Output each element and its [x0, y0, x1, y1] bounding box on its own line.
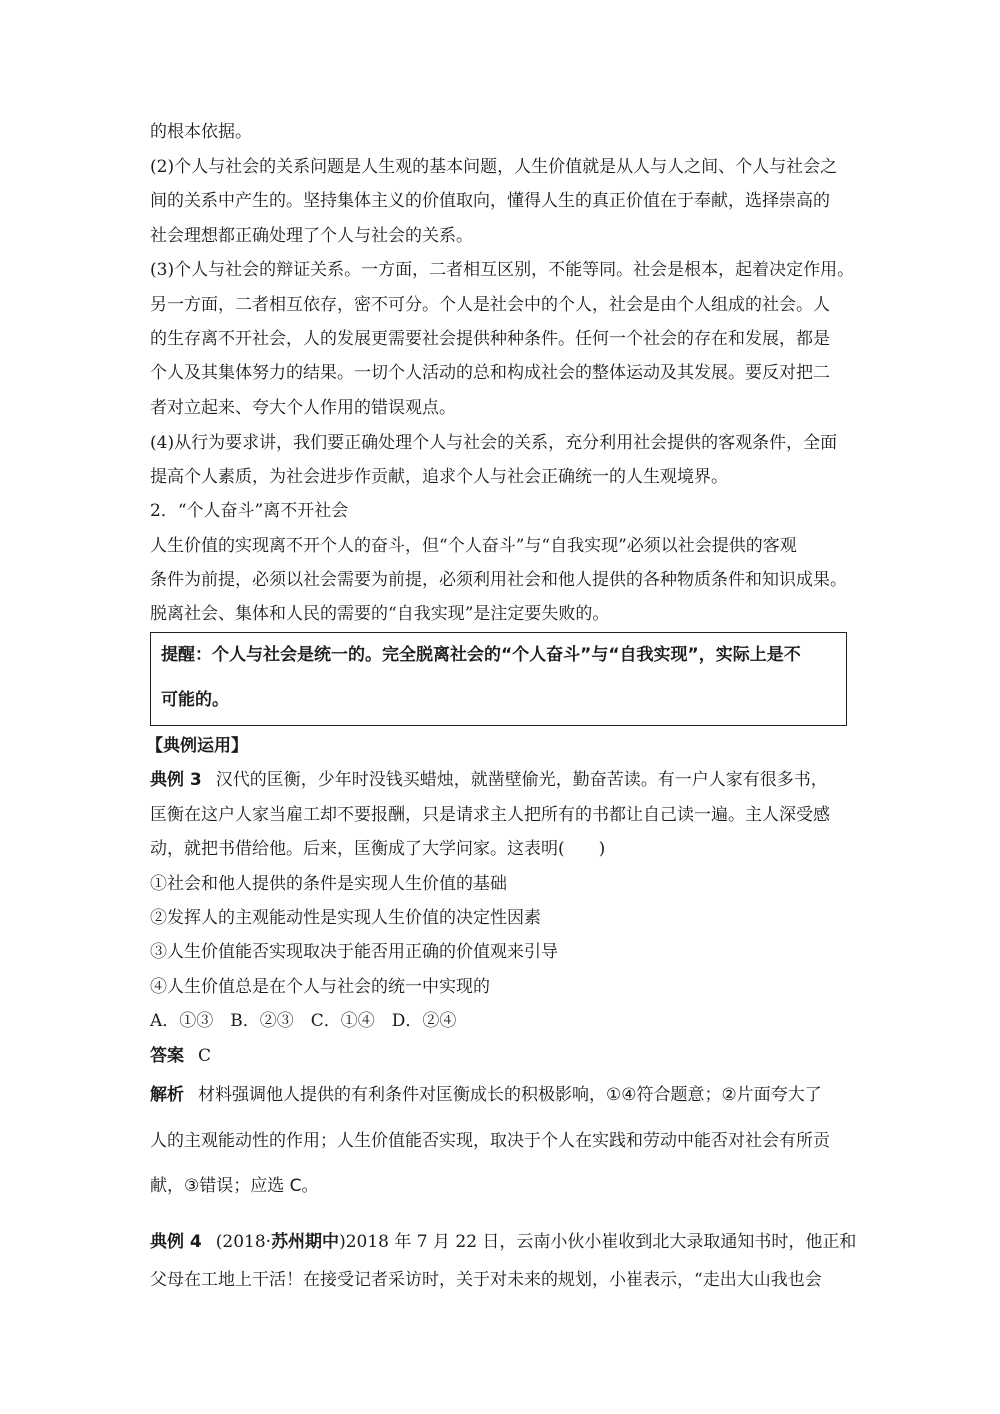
example3-stem-line2: 匡衡在这户人家当雇工却不要报酬，只是请求主人把所有的书都让自己读一遍。主人深受感 [150, 805, 830, 825]
example-heading: 【典例运用】 [146, 736, 248, 756]
example4-label: 典例 4 [150, 1232, 202, 1252]
example3-label: 典例 3 [150, 770, 202, 790]
tip-box [150, 632, 847, 726]
example3-option-3: ③人生价值能否实现取决于能否用正确的价值观来引导 [150, 942, 558, 962]
section2-body-line2: 条件为前提，必须以社会需要为前提，必须利用社会和他人提供的各种物质条件和知识成果。 [150, 570, 847, 590]
example3-analysis-line2: 人的主观能动性的作用；人生价值能否实现，取决于个人在实践和劳动中能否对社会有所贡 [150, 1131, 830, 1151]
example3-stem-line3: 动，就把书借给他。后来，匡衡成了大学问家。这表明( ) [150, 839, 606, 859]
section2-body-line3: 脱离社会、集体和人民的需要的“自我实现”是注定要失败的。 [150, 604, 610, 624]
section1-tail: 的根本依据。 [150, 122, 252, 142]
tip-line2: 可能的。 [161, 690, 229, 710]
answer-label: 答案 [150, 1046, 184, 1066]
example3-analysis-line3: 献，③错误；应选 C。 [150, 1176, 319, 1196]
point2-line3: 社会理想都正确处理了个人与社会的关系。 [150, 226, 473, 246]
point4-line2: 提高个人素质，为社会进步作贡献，追求个人与社会正确统一的人生观境界。 [150, 467, 728, 487]
section2-body-line1: 人生价值的实现离不开个人的奋斗，但“个人奋斗”与“自我实现”必须以社会提供的客观 [150, 536, 797, 556]
example4-source-name: 苏州期中 [271, 1232, 340, 1252]
point2-line1: (2)个人与社会的关系问题是人生观的基本问题，人生价值就是从人与人之间、个人与社会之 [150, 157, 838, 177]
example3-choices: A．①③ B．②③ C．①④ D．②④ [150, 1011, 457, 1031]
point2-line2: 间的关系中产生的。坚持集体主义的价值取向，懂得人生的真正价值在于奉献，选择崇高的 [150, 191, 830, 211]
point4-line1: (4)从行为要求讲，我们要正确处理个人与社会的关系，充分利用社会提供的客观条件，全面 [150, 433, 838, 453]
tip-line1: 提醒：个人与社会是统一的。完全脱离社会的“个人奋斗”与“自我实现”，实际上是不 [161, 645, 801, 665]
example3-stem-line1 [150, 768, 828, 792]
analysis-text1: 材料强调他人提供的有利条件对匡衡成长的积极影响，①④符合题意；②片面夸大了 [198, 1085, 822, 1105]
point3-line1: (3)个人与社会的辩证关系。一方面，二者相互区别，不能等同。社会是根本，起着决定作用。 [150, 260, 855, 280]
example4-line1 [150, 1230, 856, 1254]
section2-heading: 2．“个人奋斗”离不开社会 [150, 501, 349, 521]
analysis-label: 解析 [150, 1085, 184, 1105]
example3-option-2: ②发挥人的主观能动性是实现人生价值的决定性因素 [150, 908, 541, 928]
example3-stem-text1: 汉代的匡衡，少年时没钱买蜡烛，就凿壁偷光，勤奋苦读。有一户人家有很多书， [215, 770, 828, 790]
example3-option-1: ①社会和他人提供的条件是实现人生价值的基础 [150, 874, 507, 894]
point3-line5: 者对立起来、夸大个人作用的错误观点。 [150, 398, 456, 418]
example3-answer [150, 1044, 211, 1068]
point3-line3: 的生存离不开社会，人的发展更需要社会提供种种条件。任何一个社会的存在和发展，都是 [150, 329, 830, 349]
example4-text1: )2018 年 7 月 22 日，云南小伙小崔收到北大录取通知书时，他正和 [339, 1232, 857, 1252]
example3-option-4: ④人生价值总是在个人与社会的统一中实现的 [150, 977, 490, 997]
point3-line2: 另一方面，二者相互依存，密不可分。个人是社会中的个人，社会是由个人组成的社会。人 [150, 295, 830, 315]
example4-line2: 父母在工地上干活！在接受记者采访时，关于对未来的规划，小崔表示，“走出大山我也会 [150, 1270, 822, 1290]
example3-analysis-line1 [150, 1083, 822, 1107]
example4-source-open: (2018· [215, 1232, 272, 1252]
point3-line4: 个人及其集体努力的结果。一切个人活动的总和构成社会的整体运动及其发展。要反对把二 [150, 363, 830, 383]
answer-value: C [198, 1046, 212, 1066]
